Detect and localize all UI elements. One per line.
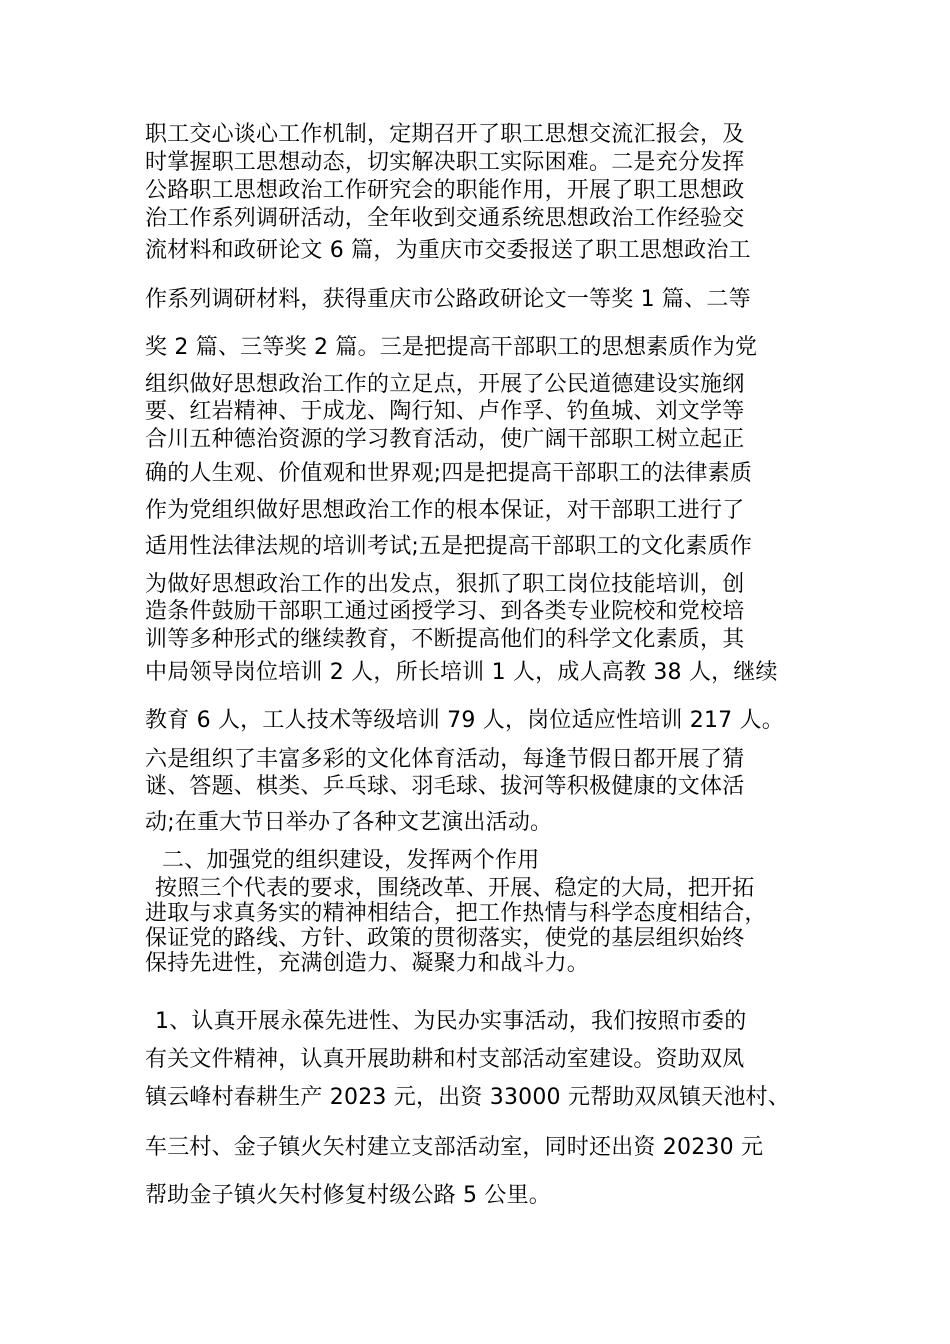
- text-line: 中局领导岗位培训 2 人，所长培训 1 人，成人高教 38 人，继续: [145, 660, 778, 685]
- text-line: 造条件鼓励干部职工通过函授学习、到各类专业院校和党校培: [145, 599, 745, 624]
- text-line: 时掌握职工思想动态，切实解决职工实际困难。二是充分发挥: [145, 150, 745, 175]
- text-line: 治工作系列调研活动，全年收到交通系统思想政治工作经验交: [145, 206, 745, 231]
- text-line: 合川五种德治资源的学习教育活动，使广阔干部职工树立起正: [145, 427, 745, 452]
- text-line: 确的人生观、价值观和世界观;四是把提高干部职工的法律素质: [145, 461, 753, 486]
- text-line: 公路职工思想政治工作研究会的职能作用，开展了职工思想政: [145, 178, 745, 203]
- text-line: 谜、答题、棋类、乒乓球、羽毛球、拔河等积极健康的文体活: [145, 774, 745, 799]
- text-line: 保持先进性，充满创造力、凝聚力和战斗力。: [145, 951, 590, 976]
- section-heading: 二、加强党的组织建设，发挥两个作用: [162, 848, 540, 873]
- text-line: 为做好思想政治工作的出发点，狠抓了职工岗位技能培训，创: [145, 572, 745, 597]
- text-line: 训等多种形式的继续教育，不断提高他们的科学文化素质，其: [145, 627, 745, 652]
- text-line: 动;在重大节日举办了各种文艺演出活动。: [145, 810, 553, 835]
- text-line: 组织做好思想政治工作的立足点，开展了公民道德建设实施纲: [145, 372, 745, 397]
- text-line: 职工交心谈心工作机制，定期召开了职工思想交流汇报会，及: [145, 122, 745, 147]
- text-line: 教育 6 人，工人技术等级培训 79 人，岗位适应性培训 217 人。: [145, 708, 784, 733]
- text-line: 1、认真开展永葆先进性、为民办实事活动，我们按照市委的: [155, 1009, 747, 1034]
- text-line: 作系列调研材料，获得重庆市公路政研论文一等奖 1 篇、二等: [145, 287, 751, 312]
- text-line: 作为党组织做好思想政治工作的根本保证，对干部职工进行了: [145, 498, 745, 523]
- text-line: 有关文件精神，认真开展助耕和村支部活动室建设。资助双凤: [145, 1047, 745, 1072]
- text-line: 车三村、金子镇火矢村建立支部活动室，同时还出资 20230 元: [145, 1135, 764, 1160]
- text-line: 进取与求真务实的精神相结合，把工作热情与科学态度相结合，: [145, 901, 767, 926]
- text-line: 要、红岩精神、于成龙、陶行知、卢作孚、钓鱼城、刘文学等: [145, 399, 745, 424]
- text-line: 帮助金子镇火矢村修复村级公路 5 公里。: [145, 1183, 551, 1208]
- text-line: 六是组织了丰富多彩的文化体育活动，每逢节假日都开展了猜: [145, 747, 745, 772]
- text-line: 镇云峰村春耕生产 2023 元，出资 33000 元帮助双凤镇天池村、: [145, 1085, 790, 1110]
- text-line: 奖 2 篇、三等奖 2 篇。三是把提高干部职工的思想素质作为党: [145, 335, 758, 360]
- text-line: 流材料和政研论文 6 篇，为重庆市交委报送了职工思想政治工: [145, 238, 751, 263]
- text-line: 按照三个代表的要求，围绕改革、开展、稳定的大局，把开拓: [155, 876, 755, 901]
- text-line: 保证党的路线、方针、政策的贯彻落实，使党的基层组织始终: [145, 926, 745, 951]
- text-line: 适用性法律法规的培训考试;五是把提高干部职工的文化素质作: [145, 534, 753, 559]
